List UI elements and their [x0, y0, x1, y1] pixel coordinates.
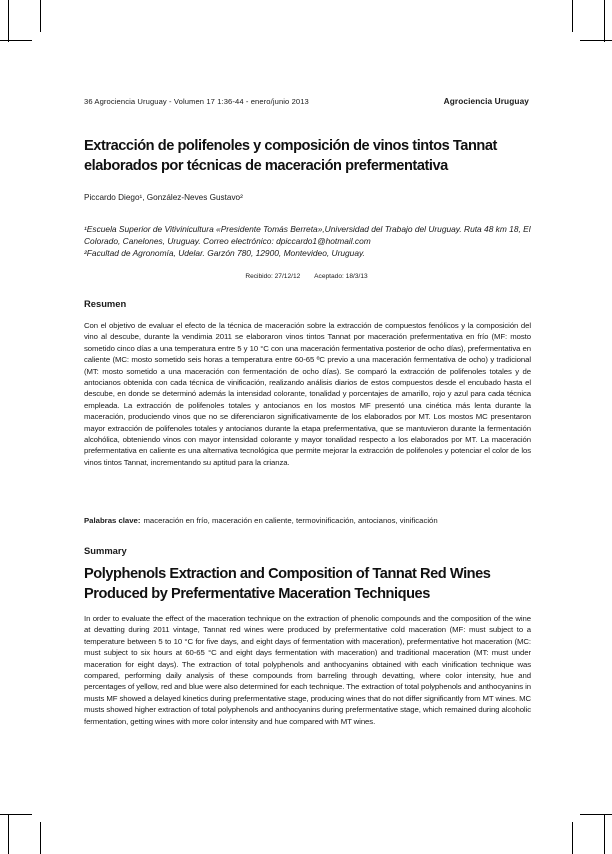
keywords-list: maceración en frío, maceración en caliente, termovinificación, antocianos, vinificación	[143, 516, 438, 525]
header-citation: 36 Agrociencia Uruguay - Volumen 17 1:36-44 - enero/junio 2013	[84, 97, 309, 106]
affiliation-2: ²Facultad de Agronomía, Udelar. Garzón 780, 12900, Montevideo, Uruguay.	[84, 248, 365, 258]
resumen-body: Con el objetivo de evaluar el efecto de la técnica de maceración sobre la extracción de compuestos fenólicos y la composición del vino al descube, durante la vendimia 2011 se elaboraron vinos tintos Tannat por maceración prefermentativa en frío (MF: mosto sometido cinco días a una temperatura entre 5 y 10 °C con una maceración fermentativa posterior de ocho días), prefermentativa en caliente (MC: mosto sometido seis horas a temperatura entre 60-65 ºC previo a una maceración fermentativa de ocho) y tradicional (MT: mosto sometido a una maceración con fermentación de ocho días). Se comparó la extracción de polifenoles totales y de antocianos obtenida con cada técnica de vinificación, realizando análisis diarios de estos compuestos desde el encubado hasta el descube, en donde se determinó además la intensidad colorante, tonalidad y porcentajes de amarillo, rojo y azul para cada técnica empleada. La extracción de polifenoles totales y antocianos en los mostos MF presentó una cinética más lenta durante la maceración, produciendo vinos que no se diferenciaron significativamente de los elaborados por MT. Los mostos MC presentaron mayor extracción de polifenoles totales y antocianos durante la etapa prefermentativa, que se mantuvieron durante la fermentación alcohólica, obteniendo vinos con mayor intensidad colorante y mayor tonalidad respecto a los elaborados por MT. La maceración prefermentativa en caliente es una alternativa tecnológica que permite mejorar la extracción de polifenoles y potenciar el color de los vinos tintos Tannat, incrementando su aptitud para la crianza.	[84, 321, 531, 467]
article-dates	[84, 273, 529, 280]
accepted-date: Aceptado: 18/3/13	[314, 273, 368, 280]
received-date: Recibido: 27/12/12	[245, 273, 301, 280]
summary-heading: Summary	[84, 545, 127, 556]
header-journal: Agrociencia Uruguay	[443, 96, 529, 106]
summary-body: In order to evaluate the effect of the maceration technique on the extraction of phenolic compounds and the composition of the wine at devatting during 2011 vintage, Tannat red wines were produced by prefermentative cold maceration (MF: must subject to a temperature between 5 to 10 °C for five days, and eight days of fermentation with maceration), prefermentative hot maceration (MC: must subject to six hours at 60-65 °C and eight days fermentation with maceration) and traditional maceration (MT: must under maceration for eight days). The extraction of total polyphenols and anthocyanins obtained with each vinification technique was compared, performing daily analysis of these compounds from barreling through devatting, where color intensity, hue and percentages of yellow, red and blue were also determined for each technique. The extraction of total polyphenols and anthocyanins in musts MF showed a delayed kinetics during prefermentative stage, producing wines that do not differ significantly from MT wines. MC musts showed higher extraction of total polyphenols and anthocyanins during prefermentative stage, which remained during alcoholic fermentation, getting wines with more color intensity and hue compared with MT wines.	[84, 614, 531, 726]
resumen-heading: Resumen	[84, 298, 127, 309]
affiliations	[84, 223, 536, 259]
keywords-label: Palabras clave:	[84, 516, 141, 525]
keywords	[84, 516, 531, 525]
article-title-es: Extracción de polifenoles y composición de vinos tintos Tannat elaborados por técnicas de maceración prefermentativa	[84, 138, 497, 174]
article-title-en: Polyphenols Extraction and Composition of Tannat Red Wines Produced by Prefermentative Maceration Techniques	[84, 566, 491, 602]
authors: Piccardo Diego¹, González-Neves Gustavo²	[84, 193, 243, 202]
affiliation-1: ¹Escuela Superior de Vitivinicultura «Presidente Tomás Berreta»,Universidad del Trabajo del Uruguay. Ruta 48 km 18, El Colorado, Canelones, Uruguay. Correo electrónico: dpiccardo1@hotmail.com	[84, 224, 531, 246]
